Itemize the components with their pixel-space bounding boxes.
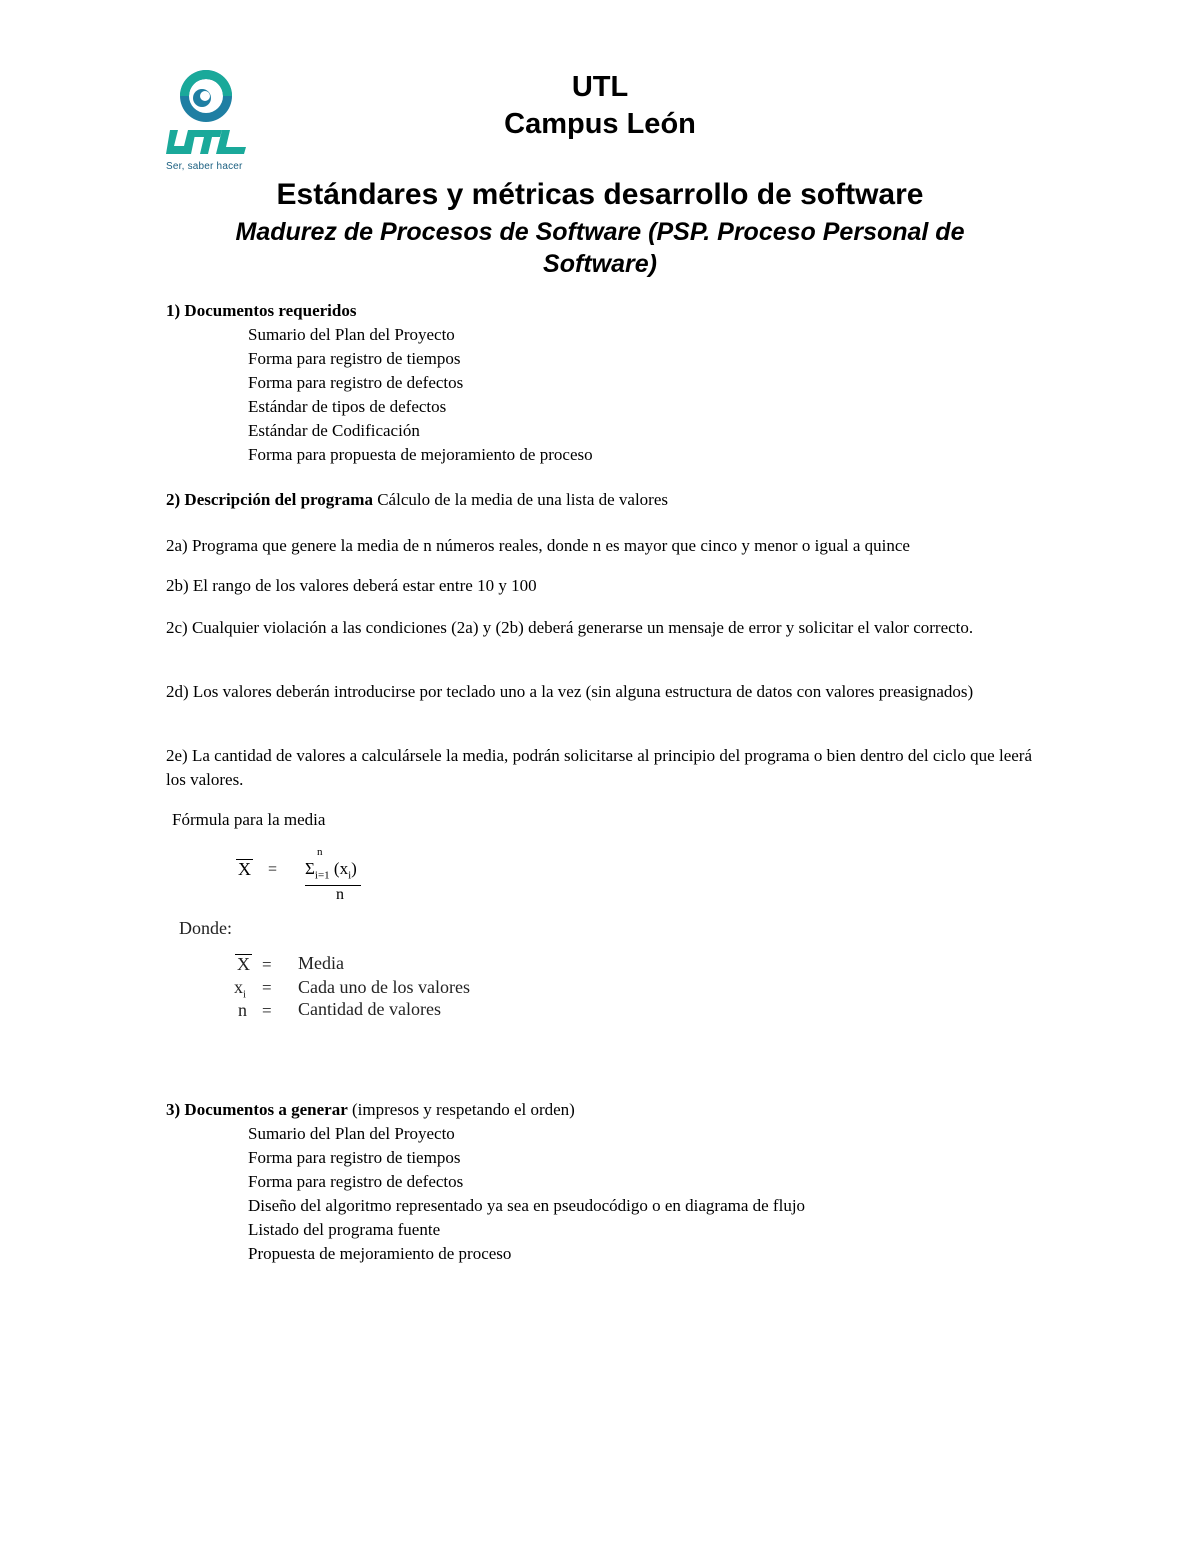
formula-numerator: $\Sigma_{i=1}$ $(x_i)$: [305, 859, 361, 886]
section1-heading: 1) Documentos requeridos: [166, 301, 357, 320]
def-description: Cantidad de valores: [298, 999, 441, 1019]
def-description: Media: [298, 953, 344, 973]
formula-lhs: X: [238, 859, 251, 879]
def-equals: =: [262, 1001, 272, 1020]
logo-caption: Ser, saber hacer: [166, 161, 243, 172]
def-symbol: n: [238, 1000, 247, 1020]
def-equals: =: [262, 978, 272, 997]
list-item: Forma para registro de tiempos: [248, 1148, 461, 1167]
list-item: Estándar de Codificación: [248, 421, 420, 440]
list-item: Forma para propuesta de mejoramiento de proceso: [248, 445, 593, 464]
list-item: Forma para registro de tiempos: [248, 349, 461, 368]
list-item: Sumario del Plan del Proyecto: [248, 325, 455, 344]
formula-equals: =: [268, 861, 278, 878]
list-item: Propuesta de mejoramiento de proceso: [248, 1244, 512, 1263]
requirement-2d: 2d) Los valores deberán introducirse por teclado uno a la vez (sin alguna estructura de datos con valores preasignados): [166, 682, 974, 701]
formula-upper-limit: n: [317, 846, 323, 858]
requirement-2a: 2a) Programa que genere la media de n números reales, donde n es mayor que cinco y menor o igual a quince: [166, 536, 910, 555]
list-item: Forma para registro de defectos: [248, 1172, 464, 1191]
requirement-2b: 2b) El rango de los valores deberá estar entre 10 y 100: [166, 576, 537, 595]
formula-label: Fórmula para la media: [172, 810, 326, 829]
list-item: Forma para registro de defectos: [248, 373, 464, 392]
list-item: Estándar de tipos de defectos: [248, 397, 447, 416]
section3-heading: 3) Documentos a generar (impresos y respetando el orden): [166, 1100, 575, 1119]
document-title: Estándares y métricas desarrollo de software: [276, 178, 924, 211]
list-item: Sumario del Plan del Proyecto: [248, 1124, 455, 1143]
formula-denominator: n: [336, 886, 344, 903]
def-description: Cada uno de los valores: [298, 977, 470, 997]
section2-heading: 2) Descripción del programa Cálculo de la media de una lista de valores: [166, 490, 669, 509]
def-symbol: $x_i$: [234, 977, 247, 1001]
def-symbol: X: [237, 954, 250, 974]
document-subtitle: Madurez de Procesos de Software (PSP. Proceso Personal de Software): [235, 218, 965, 278]
list-item: Listado del programa fuente: [248, 1220, 441, 1239]
campus-name: Campus León: [504, 108, 696, 140]
list-item: Diseño del algoritmo representado ya sea en pseudocódigo o en diagrama de flujo: [248, 1196, 806, 1215]
def-equals: =: [262, 955, 272, 974]
org-name: UTL: [571, 71, 629, 103]
where-label: Donde:: [179, 918, 232, 938]
requirement-2e: 2e) La cantidad de valores a calculársele la media, podrán solicitarse al principio del programa o bien dentro del ciclo que leerá los valores.: [166, 746, 1032, 789]
requirement-2c: 2c) Cualquier violación a las condiciones (2a) y (2b) deberá generarse un mensaje de error y solicitar el valor correcto.: [166, 618, 974, 637]
